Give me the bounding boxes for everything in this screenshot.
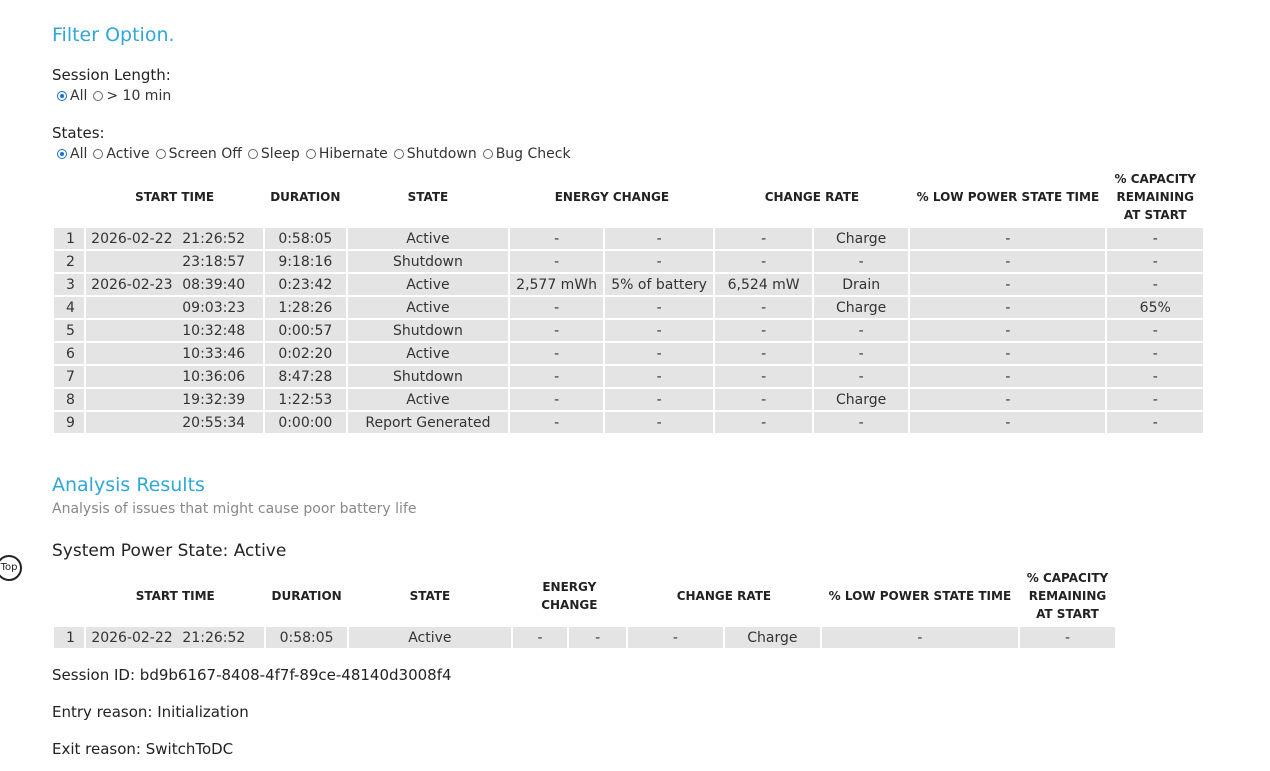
table-header-row [54, 567, 1115, 625]
filter-title: Filter Option. [52, 24, 175, 46]
cell-change-rate: - [628, 627, 723, 648]
radio-icon [394, 149, 404, 159]
table-header-row [54, 168, 1203, 226]
cell-low-power-time: - [910, 251, 1105, 272]
cell-duration: 0:00:00 [265, 412, 345, 433]
session-id: Session ID: bd9b6167-8408-4f7f-89ce-48140d3008f4 [52, 666, 452, 684]
table-row [54, 320, 1203, 341]
col-energy-change: ENERGY CHANGE [541, 580, 598, 612]
cell-change-rate: - [715, 343, 812, 364]
state-sleep-radio[interactable]: Sleep [248, 146, 300, 162]
col-energy-change: ENERGY CHANGE [554, 190, 670, 204]
col-start-time: START TIME [135, 190, 215, 204]
cell-energy-percent: - [605, 412, 714, 433]
cell-charge-direction: Charge [725, 627, 820, 648]
session-all-radio[interactable]: All [57, 88, 87, 104]
analysis-title: Analysis Results [52, 474, 205, 496]
sessions-table [52, 166, 1205, 435]
col-capacity-remaining: % CAPACITY REMAINING AT START [1026, 571, 1109, 621]
cell-state: Active [349, 627, 511, 648]
cell-duration: 1:28:26 [265, 297, 345, 318]
radio-icon [93, 91, 103, 101]
state-hibernate-radio[interactable]: Hibernate [306, 146, 388, 162]
state-shutdown-radio[interactable]: Shutdown [394, 146, 477, 162]
start-clock: 19:32:39 [182, 391, 246, 408]
cell-energy-mwh: - [510, 389, 602, 410]
radio-icon [483, 149, 493, 159]
cell-energy-mwh: 2,577 mWh [510, 274, 602, 295]
cell-state: Report Generated [348, 412, 509, 433]
cell-energy-percent: - [605, 297, 714, 318]
start-date: 2026-02-23 [91, 276, 173, 293]
start-clock: 10:36:06 [182, 368, 246, 385]
col-change-rate: CHANGE RATE [676, 589, 772, 603]
cell-charge-direction: Charge [814, 389, 909, 410]
cell-energy-mwh: - [510, 320, 602, 341]
table-row [54, 274, 1203, 295]
radio-icon [93, 149, 103, 159]
cell-change-rate: - [715, 389, 812, 410]
cell-capacity-remaining: - [1107, 251, 1203, 272]
cell-row-index: 7 [54, 366, 84, 387]
cell-change-rate: 6,524 mW [715, 274, 812, 295]
table-row [54, 228, 1203, 249]
cell-duration: 8:47:28 [265, 366, 345, 387]
start-clock: 10:32:48 [182, 322, 246, 339]
cell-energy-percent: - [605, 366, 714, 387]
cell-row-index: 1 [54, 228, 84, 249]
col-duration: DURATION [270, 190, 341, 204]
cell-state: Shutdown [348, 251, 509, 272]
cell-charge-direction: Charge [814, 297, 909, 318]
cell-state: Active [348, 297, 509, 318]
cell-start-time [86, 251, 263, 272]
cell-change-rate: - [715, 366, 812, 387]
cell-change-rate: - [715, 228, 812, 249]
cell-row-index: 5 [54, 320, 84, 341]
cell-change-rate: - [715, 412, 812, 433]
cell-change-rate: - [715, 320, 812, 341]
cell-energy-mwh: - [510, 366, 602, 387]
exit-reason: Exit reason: SwitchToDC [52, 740, 234, 758]
start-clock: 21:26:52 [182, 230, 246, 247]
table-row [54, 366, 1203, 387]
cell-charge-direction: - [814, 320, 909, 341]
cell-row-index: 4 [54, 297, 84, 318]
cell-energy-percent: - [569, 627, 626, 648]
cell-row-index: 6 [54, 343, 84, 364]
cell-start-time [86, 228, 263, 249]
cell-state: Shutdown [348, 366, 509, 387]
cell-low-power-time: - [910, 412, 1105, 433]
col-change-rate: CHANGE RATE [764, 190, 860, 204]
analysis-table [52, 565, 1117, 650]
cell-energy-percent: - [605, 389, 714, 410]
cell-energy-percent: - [605, 320, 714, 341]
cell-capacity-remaining: - [1107, 366, 1203, 387]
cell-energy-percent: 5% of battery [605, 274, 714, 295]
cell-energy-mwh: - [510, 228, 602, 249]
cell-charge-direction: Drain [814, 274, 909, 295]
cell-duration: 1:22:53 [265, 389, 345, 410]
cell-energy-mwh: - [513, 627, 568, 648]
table-row [54, 627, 1115, 648]
cell-energy-percent: - [605, 343, 714, 364]
cell-energy-mwh: - [510, 343, 602, 364]
table-row [54, 251, 1203, 272]
state-all-radio[interactable]: All [57, 146, 87, 162]
start-clock: 09:03:23 [182, 299, 246, 316]
cell-row-index: 8 [54, 389, 84, 410]
cell-duration: 0:23:42 [265, 274, 345, 295]
start-clock: 10:33:46 [182, 345, 246, 362]
cell-low-power-time: - [910, 320, 1105, 341]
table-row [54, 412, 1203, 433]
cell-charge-direction: - [814, 412, 909, 433]
start-clock: 21:26:52 [182, 629, 246, 646]
entry-reason: Entry reason: Initialization [52, 703, 249, 721]
states-radios [57, 146, 577, 162]
cell-start-time [86, 274, 263, 295]
col-low-power-time: % LOW POWER STATE TIME [828, 589, 1012, 603]
col-state: STATE [409, 589, 451, 603]
cell-state: Active [348, 389, 509, 410]
start-clock: 08:39:40 [182, 276, 246, 293]
cell-charge-direction: - [814, 343, 909, 364]
cell-start-time [86, 412, 263, 433]
cell-energy-mwh: - [510, 412, 602, 433]
cell-low-power-time: - [910, 297, 1105, 318]
cell-start-time [86, 366, 263, 387]
table-row [54, 389, 1203, 410]
cell-capacity-remaining: - [1107, 412, 1203, 433]
cell-energy-mwh: - [510, 297, 602, 318]
cell-capacity-remaining: - [1107, 228, 1203, 249]
cell-duration: 0:58:05 [265, 228, 345, 249]
col-capacity-remaining: % CAPACITY REMAINING AT START [1114, 172, 1196, 222]
col-duration: DURATION [271, 589, 342, 603]
cell-charge-direction: Charge [814, 228, 909, 249]
cell-row-index: 3 [54, 274, 84, 295]
cell-row-index: 2 [54, 251, 84, 272]
cell-start-time [86, 320, 263, 341]
cell-capacity-remaining: - [1107, 320, 1203, 341]
cell-start-time [86, 389, 263, 410]
cell-energy-mwh: - [510, 251, 602, 272]
cell-low-power-time: - [910, 343, 1105, 364]
radio-icon [248, 149, 258, 159]
cell-state: Active [348, 228, 509, 249]
session-length-label: Session Length: [52, 66, 171, 84]
start-clock: 20:55:34 [182, 414, 246, 431]
radio-icon [306, 149, 316, 159]
cell-change-rate: - [715, 251, 812, 272]
table-row [54, 297, 1203, 318]
start-clock: 23:18:57 [182, 253, 246, 270]
cell-capacity-remaining: - [1107, 343, 1203, 364]
states-label: States: [52, 124, 105, 142]
cell-energy-percent: - [605, 251, 714, 272]
cell-charge-direction: - [814, 251, 909, 272]
cell-start-time [86, 297, 263, 318]
cell-capacity-remaining: - [1107, 274, 1203, 295]
session-length-radios [57, 88, 177, 104]
cell-low-power-time: - [910, 274, 1105, 295]
cell-energy-percent: - [605, 228, 714, 249]
cell-low-power-time: - [910, 228, 1105, 249]
cell-capacity-remaining: - [1107, 389, 1203, 410]
cell-start-time [86, 343, 263, 364]
analysis-subtitle: Analysis of issues that might cause poor battery life [52, 501, 417, 517]
cell-capacity-remaining: - [1020, 627, 1115, 648]
power-state-title: System Power State: Active [52, 541, 287, 561]
radio-selected-icon [57, 91, 67, 101]
scroll-to-top-button[interactable]: Top [0, 555, 22, 581]
cell-state: Shutdown [348, 320, 509, 341]
col-state: STATE [407, 190, 449, 204]
start-date: 2026-02-22 [91, 230, 173, 247]
cell-duration: 9:18:16 [265, 251, 345, 272]
cell-state: Active [348, 274, 509, 295]
start-date: 2026-02-22 [91, 629, 173, 646]
col-low-power-time: % LOW POWER STATE TIME [916, 190, 1100, 204]
radio-icon [156, 149, 166, 159]
cell-duration: 0:02:20 [265, 343, 345, 364]
cell-low-power-time: - [910, 389, 1105, 410]
cell-duration: 0:58:05 [266, 627, 347, 648]
cell-duration: 0:00:57 [265, 320, 345, 341]
radio-selected-icon [57, 149, 67, 159]
state-screen-off-radio[interactable]: Screen Off [156, 146, 242, 162]
cell-state: Active [348, 343, 509, 364]
col-start-time: START TIME [135, 589, 215, 603]
cell-capacity-remaining: 65% [1107, 297, 1203, 318]
cell-low-power-time: - [822, 627, 1018, 648]
cell-change-rate: - [715, 297, 812, 318]
cell-low-power-time: - [910, 366, 1105, 387]
cell-start-time [86, 627, 264, 648]
cell-row-index: 9 [54, 412, 84, 433]
table-row [54, 343, 1203, 364]
state-bug-check-radio[interactable]: Bug Check [483, 146, 571, 162]
session-over-10min-radio[interactable]: > 10 min [93, 88, 171, 104]
cell-row-index: 1 [54, 627, 84, 648]
cell-charge-direction: - [814, 366, 909, 387]
state-active-radio[interactable]: Active [93, 146, 149, 162]
